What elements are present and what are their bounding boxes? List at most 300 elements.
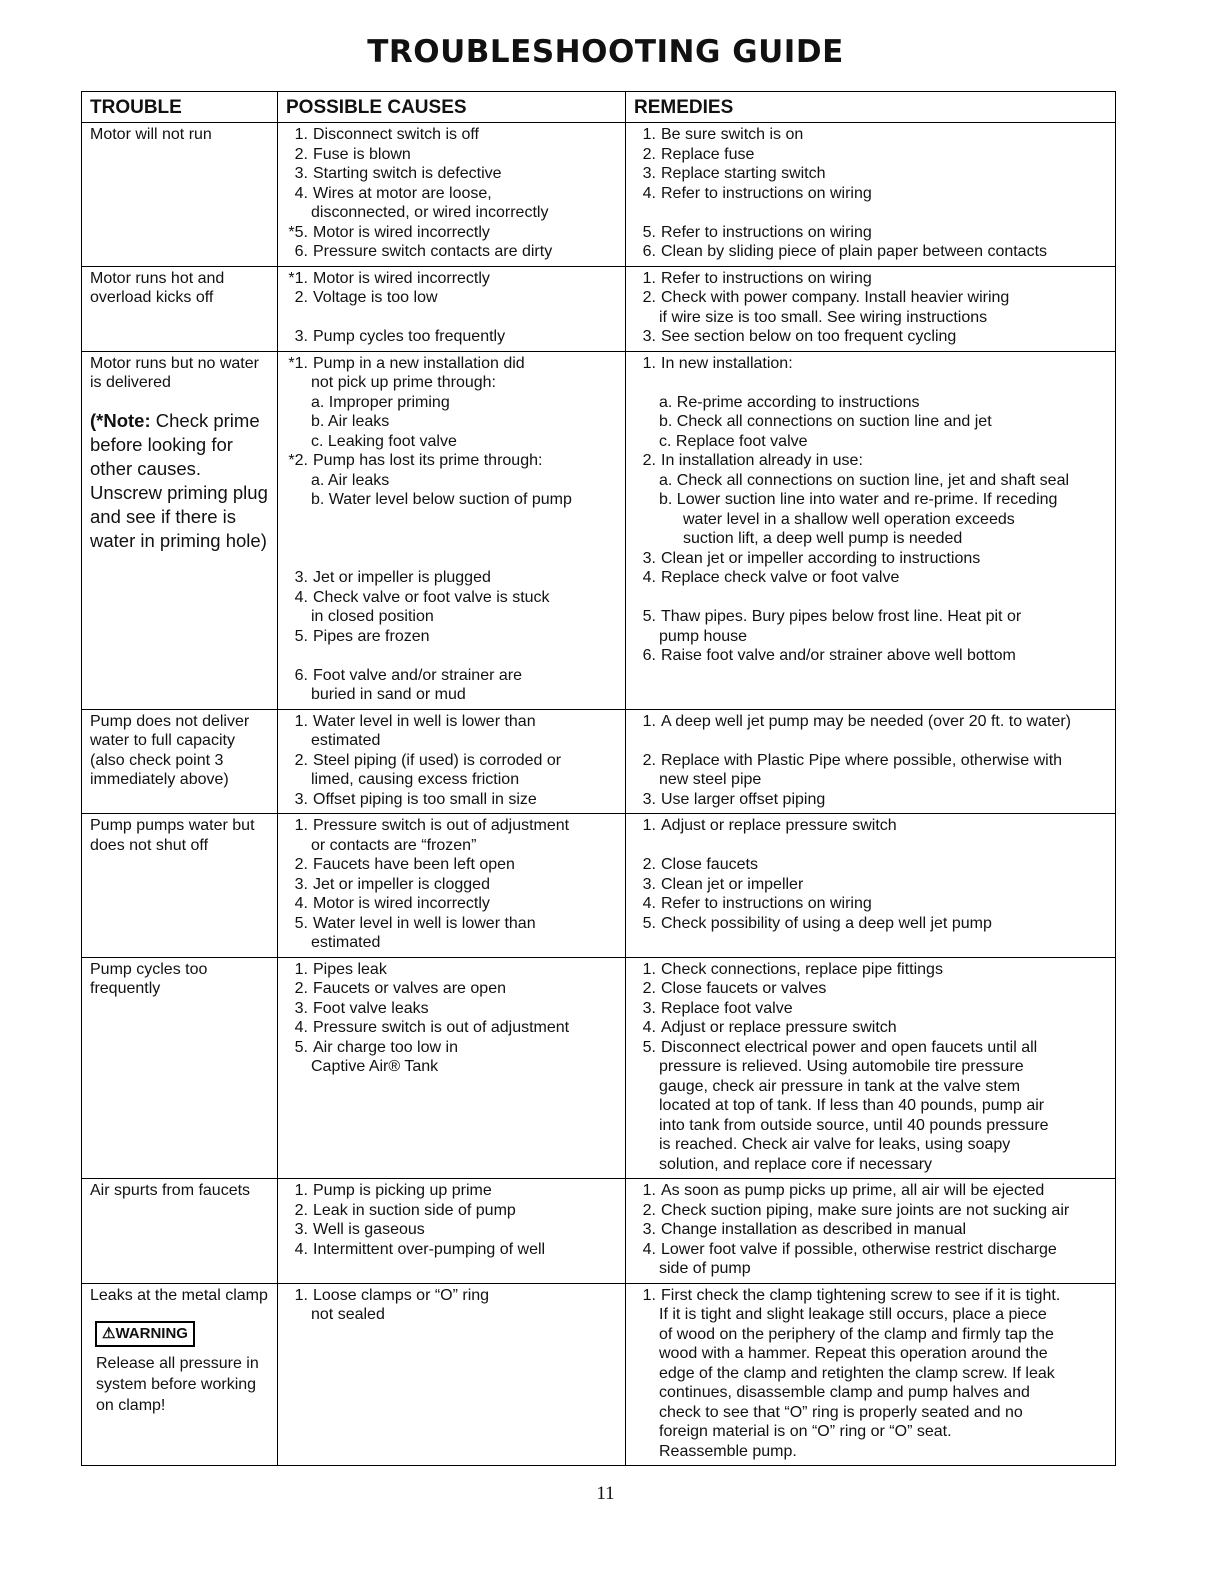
list-item	[634, 1135, 1107, 1155]
item-number: 3.	[294, 1221, 308, 1238]
causes-cell	[278, 814, 626, 958]
list-item	[286, 933, 617, 953]
list-item	[634, 1096, 1107, 1116]
list-item	[286, 568, 617, 588]
item-text: estimated	[311, 732, 381, 749]
remedies-cell	[626, 1283, 1116, 1466]
item-text: Pump is picking up prime	[313, 1182, 492, 1199]
item-number: 3.	[642, 165, 656, 182]
trouble-text: Motor will not run	[90, 126, 212, 143]
list-item	[286, 731, 617, 751]
list-item	[286, 816, 617, 836]
item-number: 1.	[642, 817, 656, 834]
item-text: Motor is wired incorrectly	[313, 895, 490, 912]
item-text: Reassemble pump.	[659, 1442, 797, 1460]
table-body	[82, 123, 1116, 1466]
list-item	[286, 269, 617, 289]
list-item	[634, 790, 1107, 810]
item-text: estimated	[311, 934, 381, 951]
item-text: Clean jet or impeller	[661, 875, 804, 893]
item-text: in closed position	[311, 608, 434, 625]
item-number: 3.	[294, 999, 308, 1017]
item-text: Pressure switch is out of adjustment	[313, 1019, 570, 1036]
item-text: Replace starting switch	[661, 165, 826, 182]
item-number: 1.	[642, 712, 656, 730]
list-item	[634, 223, 1107, 243]
item-list	[286, 1286, 617, 1325]
item-text: Foot valve and/or strainer are	[313, 666, 522, 684]
item-text: Check suction piping, make sure joints are not sucking air	[661, 1201, 1070, 1219]
item-number: 2.	[294, 980, 308, 997]
list-item	[286, 627, 617, 647]
list-item	[286, 1181, 617, 1201]
item-text: Offset piping is too small in size	[313, 790, 537, 808]
item-number: 4.	[294, 1019, 308, 1036]
item-text: edge of the clamp and retighten the clamp screw. If leak	[659, 1364, 1055, 1382]
list-item	[634, 471, 1107, 491]
causes-cell	[278, 709, 626, 814]
list-item	[634, 1181, 1107, 1201]
item-number: 4.	[642, 895, 656, 912]
trouble-cell	[82, 266, 278, 351]
page-number: 11	[596, 1483, 615, 1504]
item-list	[634, 960, 1107, 1175]
list-item	[286, 960, 617, 980]
remedies-cell	[626, 709, 1116, 814]
list-item	[634, 712, 1107, 732]
remedies-cell	[626, 123, 1116, 267]
item-list	[634, 125, 1107, 262]
item-number: 2.	[642, 980, 656, 997]
item-text: buried in sand or mud	[311, 686, 466, 703]
list-item	[286, 1220, 617, 1240]
list-item	[286, 666, 617, 686]
item-text: A deep well jet pump may be needed (over 20 ft. to water)	[661, 712, 1072, 730]
item-text: into tank from outside source, until 40 pounds pressure	[659, 1116, 1049, 1134]
header-possible-causes: POSSIBLE CAUSES	[278, 92, 626, 123]
warning-icon: ⚠	[102, 1325, 116, 1342]
list-item	[634, 432, 1107, 452]
causes-cell	[278, 957, 626, 1179]
item-number: 4.	[294, 588, 308, 606]
list-item	[286, 770, 617, 790]
item-text: First check the clamp tightening screw to see if it is tight.	[661, 1286, 1061, 1304]
item-text: Fuse is blown	[313, 145, 411, 163]
item-number: 4.	[294, 184, 308, 202]
item-number: 6.	[294, 666, 308, 684]
list-item	[634, 1077, 1107, 1097]
list-item	[286, 242, 617, 262]
item-number: 5.	[642, 914, 656, 932]
item-text: Pipes are frozen	[313, 627, 430, 645]
list-item	[634, 1403, 1107, 1423]
list-item	[286, 607, 617, 627]
item-number: 1.	[294, 817, 308, 834]
remedies-cell	[626, 1179, 1116, 1284]
list-item	[286, 164, 617, 184]
item-text: Wires at motor are loose,	[313, 184, 492, 202]
item-text: Well is gaseous	[313, 1221, 425, 1238]
list-item	[286, 712, 617, 732]
item-number: 5.	[642, 223, 656, 241]
trouble-cell	[82, 957, 278, 1179]
item-number: 1.	[294, 960, 308, 978]
trouble-text: Motor runs hot and overload kicks off	[90, 269, 225, 306]
item-text: Pressure switch is out of adjustment	[313, 817, 570, 834]
trouble-cell	[82, 351, 278, 709]
item-text: b. Lower suction line into water and re-prime. If receding	[659, 491, 1058, 508]
list-item	[634, 1240, 1107, 1260]
list-item	[634, 751, 1107, 771]
item-text: Water level in well is lower than	[313, 712, 536, 730]
item-text: Use larger offset piping	[661, 790, 826, 808]
item-number: 1.	[642, 126, 656, 143]
item-text: a. Improper priming	[311, 393, 450, 411]
item-number: 2.	[642, 145, 656, 163]
item-number: 5.	[642, 1038, 656, 1056]
item-number: 6.	[294, 243, 308, 260]
trouble-text: Leaks at the metal clamp	[90, 1286, 268, 1304]
item-text: solution, and replace core if necessary	[659, 1155, 933, 1173]
item-number: 6.	[642, 243, 656, 260]
list-item	[286, 471, 617, 491]
list-item	[286, 490, 617, 510]
list-item	[634, 184, 1107, 204]
item-text: Clean jet or impeller according to instructions	[661, 549, 981, 567]
item-text: Replace fuse	[661, 145, 755, 163]
item-list	[634, 354, 1107, 666]
item-list	[286, 1181, 617, 1259]
item-text: Replace foot valve	[661, 999, 793, 1017]
warning-badge	[95, 1321, 195, 1347]
item-text: Refer to instructions on wiring	[661, 223, 872, 241]
list-item	[634, 1155, 1107, 1175]
item-text: Captive Air® Tank	[311, 1058, 439, 1075]
list-item	[286, 451, 617, 471]
list-item	[634, 1305, 1107, 1325]
remedies-cell	[626, 814, 1116, 958]
list-item	[286, 184, 617, 204]
item-text: In installation already in use:	[661, 452, 863, 469]
item-text: Pump cycles too frequently	[313, 328, 506, 345]
spacer	[286, 308, 617, 328]
spacer	[286, 529, 617, 549]
item-text: Disconnect switch is off	[313, 126, 479, 143]
item-list	[286, 712, 617, 810]
item-text: disconnected, or wired incorrectly	[311, 204, 549, 221]
item-text: Raise foot valve and/or strainer above well bottom	[661, 647, 1016, 664]
list-item	[634, 1220, 1107, 1240]
item-text: or contacts are “frozen”	[311, 836, 477, 854]
item-text: Thaw pipes. Bury pipes below frost line. Heat pit or	[661, 608, 1022, 625]
list-item	[286, 999, 617, 1019]
list-item	[286, 288, 617, 308]
item-text: Steel piping (if used) is corroded or	[313, 751, 562, 769]
item-text: Pump has lost its prime through:	[313, 452, 543, 469]
item-text: not pick up prime through:	[311, 374, 496, 391]
remedies-cell	[626, 351, 1116, 709]
list-item	[634, 979, 1107, 999]
item-text: Starting switch is defective	[313, 165, 502, 182]
item-text: Adjust or replace pressure switch	[661, 1019, 897, 1036]
remedies-cell	[626, 957, 1116, 1179]
item-text: not sealed	[311, 1306, 385, 1323]
list-item	[634, 529, 1107, 549]
item-number: *1.	[288, 269, 308, 287]
list-item	[286, 327, 617, 347]
item-text: Faucets or valves are open	[313, 980, 506, 997]
item-number: 3.	[642, 790, 656, 808]
item-text: continues, disassemble clamp and pump halves and	[659, 1384, 1030, 1401]
list-item	[634, 393, 1107, 413]
item-number: 3.	[294, 165, 308, 182]
item-number: 1.	[294, 126, 308, 143]
list-item	[634, 1116, 1107, 1136]
item-text: Loose clamps or “O” ring	[313, 1286, 490, 1304]
item-text: Pipes leak	[313, 960, 387, 978]
item-text: Close faucets	[661, 856, 758, 873]
spacer	[634, 588, 1107, 608]
item-text: is reached. Check air valve for leaks, using soapy	[659, 1136, 1011, 1153]
list-item	[634, 1364, 1107, 1384]
trouble-cell	[82, 814, 278, 958]
item-number: *2.	[288, 452, 308, 469]
item-text: a. Check all connections on suction line, jet and shaft seal	[659, 471, 1070, 489]
item-text: Pump in a new installation did	[313, 354, 525, 372]
causes-cell	[278, 123, 626, 267]
item-number: 3.	[294, 875, 308, 893]
item-number: 1.	[294, 1182, 308, 1199]
list-item	[634, 770, 1107, 790]
list-item	[286, 855, 617, 875]
item-text: c. Replace foot valve	[659, 432, 808, 450]
list-item	[634, 894, 1107, 914]
item-number: 3.	[642, 549, 656, 567]
item-number: 2.	[294, 1201, 308, 1219]
item-number: 3.	[642, 1221, 656, 1238]
list-item	[634, 1201, 1107, 1221]
item-text: Motor is wired incorrectly	[313, 223, 490, 241]
list-item	[286, 1057, 617, 1077]
item-number: 2.	[642, 751, 656, 769]
list-item	[286, 588, 617, 608]
item-number: 3.	[642, 875, 656, 893]
list-item	[634, 627, 1107, 647]
item-text: Check connections, replace pipe fittings	[661, 960, 943, 978]
list-item	[634, 607, 1107, 627]
causes-cell	[278, 1283, 626, 1466]
troubleshooting-table	[81, 91, 1116, 1466]
item-text: check to see that “O” ring is properly seated and no	[659, 1403, 1023, 1421]
table-row	[82, 266, 1116, 351]
item-number: 4.	[642, 184, 656, 202]
item-number: 3.	[294, 328, 308, 345]
list-item	[634, 242, 1107, 262]
item-text: Intermittent over-pumping of well	[313, 1240, 546, 1258]
list-item	[634, 646, 1107, 666]
item-number: 3.	[294, 569, 308, 586]
item-number: 5.	[294, 627, 308, 645]
item-text: Jet or impeller is plugged	[313, 569, 491, 586]
item-number: 5.	[294, 1038, 308, 1056]
item-text: As soon as pump picks up prime, all air will be ejected	[661, 1182, 1045, 1199]
spacer	[634, 203, 1107, 223]
table-row	[82, 709, 1116, 814]
list-item	[634, 855, 1107, 875]
item-list	[286, 816, 617, 953]
list-item	[286, 1286, 617, 1306]
warning-text: Release all pressure in system before working on clamp!	[96, 1354, 259, 1414]
list-item	[286, 354, 617, 374]
item-number: 1.	[294, 1286, 308, 1304]
item-text: In new installation:	[661, 354, 793, 372]
item-text: b. Water level below suction of pump	[311, 491, 572, 508]
list-item	[634, 145, 1107, 165]
list-item	[634, 510, 1107, 530]
item-text: gauge, check air pressure in tank at the valve stem	[659, 1077, 1021, 1095]
spacer	[634, 836, 1107, 856]
note-label: (*Note:	[90, 409, 151, 431]
item-number: 2.	[642, 452, 656, 469]
list-item	[634, 490, 1107, 510]
list-item	[634, 1422, 1107, 1442]
page-title: TROUBLESHOOTING GUIDE	[367, 34, 844, 70]
item-text: Lower foot valve if possible, otherwise restrict discharge	[661, 1240, 1057, 1258]
item-number: 5.	[642, 608, 656, 625]
item-number: 1.	[642, 960, 656, 978]
list-item	[634, 1057, 1107, 1077]
causes-cell	[278, 1179, 626, 1284]
item-text: Close faucets or valves	[661, 980, 827, 997]
list-item	[286, 223, 617, 243]
list-item	[286, 1305, 617, 1325]
trouble-cell	[82, 1283, 278, 1466]
item-text: Voltage is too low	[313, 289, 438, 306]
item-text: See section below on too frequent cycling	[661, 328, 957, 345]
item-text: Refer to instructions on wiring	[661, 184, 872, 202]
item-number: 4.	[642, 569, 656, 586]
list-item	[634, 308, 1107, 328]
item-list	[634, 1286, 1107, 1462]
item-text: Disconnect electrical power and open faucets until all	[661, 1038, 1038, 1056]
trouble-cell	[82, 709, 278, 814]
item-number: 3.	[642, 999, 656, 1017]
item-number: 1.	[294, 712, 308, 730]
item-list	[286, 354, 617, 705]
list-item	[634, 1344, 1107, 1364]
item-number: 4.	[294, 1240, 308, 1258]
list-item	[634, 1286, 1107, 1306]
item-text: c. Leaking foot valve	[311, 432, 457, 450]
list-item	[634, 1018, 1107, 1038]
item-text: of wood on the periphery of the clamp and firmly tap the	[659, 1325, 1054, 1343]
list-item	[286, 836, 617, 856]
item-text: Replace with Plastic Pipe where possible, otherwise with	[661, 751, 1063, 769]
item-number: *5.	[288, 223, 308, 241]
item-text: b. Air leaks	[311, 413, 390, 430]
item-text: new steel pipe	[659, 771, 762, 788]
table-row	[82, 814, 1116, 958]
list-item	[286, 685, 617, 705]
item-number: 4.	[642, 1240, 656, 1258]
trouble-text: Pump does not deliver water to full capacity (also check point 3 immediately above)	[90, 712, 250, 788]
list-item	[634, 1259, 1107, 1279]
list-item	[634, 816, 1107, 836]
item-text: Be sure switch is on	[661, 126, 804, 143]
table-row	[82, 123, 1116, 267]
item-text: a. Air leaks	[311, 471, 390, 489]
item-text: wood with a hammer. Repeat this operation around the	[659, 1345, 1048, 1362]
list-item	[286, 125, 617, 145]
list-item	[634, 914, 1107, 934]
item-text: foreign material is on “O” ring or “O” seat.	[659, 1423, 952, 1440]
list-item	[286, 145, 617, 165]
list-item	[286, 1018, 617, 1038]
item-list	[286, 960, 617, 1077]
table-row	[82, 1179, 1116, 1284]
item-text: Check possibility of using a deep well jet pump	[661, 914, 992, 932]
spacer	[634, 373, 1107, 393]
item-text: pump house	[659, 627, 748, 645]
item-text: Jet or impeller is clogged	[313, 875, 490, 893]
item-text: Leak in suction side of pump	[313, 1201, 516, 1219]
item-text: Faucets have been left open	[313, 856, 515, 873]
spacer	[286, 510, 617, 530]
item-text: Pressure switch contacts are dirty	[313, 243, 553, 260]
remedies-cell	[626, 266, 1116, 351]
item-text: if wire size is too small. See wiring instructions	[659, 308, 988, 326]
item-text: water level in a shallow well operation exceeds	[683, 510, 1015, 528]
list-item	[286, 393, 617, 413]
list-item	[634, 1383, 1107, 1403]
trouble-cell	[82, 123, 278, 267]
trouble-text: Motor runs but no water is delivered	[90, 354, 259, 391]
list-item	[634, 999, 1107, 1019]
trouble-text: Pump cycles too frequently	[90, 960, 208, 997]
item-text: Air charge too low in	[313, 1038, 458, 1056]
item-number: 2.	[642, 289, 656, 306]
item-number: 2.	[294, 856, 308, 873]
item-text: Replace check valve or foot valve	[661, 569, 900, 586]
list-item	[286, 875, 617, 895]
list-item	[286, 751, 617, 771]
trouble-text: Pump pumps water but does not shut off	[90, 817, 255, 854]
item-number: 2.	[294, 289, 308, 306]
list-item	[634, 269, 1107, 289]
list-item	[286, 203, 617, 223]
item-number: 1.	[642, 269, 656, 287]
table-row	[82, 351, 1116, 709]
list-item	[634, 1325, 1107, 1345]
item-list	[286, 269, 617, 347]
spacer	[286, 646, 617, 666]
list-item	[634, 1442, 1107, 1462]
item-text: a. Re-prime according to instructions	[659, 393, 920, 411]
table-row	[82, 1283, 1116, 1466]
item-list	[634, 269, 1107, 347]
table-header-row	[82, 92, 1116, 123]
item-text: Water level in well is lower than	[313, 914, 536, 932]
list-item	[286, 412, 617, 432]
item-list	[286, 125, 617, 262]
item-number: 6.	[642, 647, 656, 664]
item-number: 3.	[294, 790, 308, 808]
item-text: Clean by sliding piece of plain paper between contacts	[661, 243, 1048, 260]
list-item	[634, 354, 1107, 374]
list-item	[286, 1240, 617, 1260]
item-text: b. Check all connections on suction line and jet	[659, 413, 992, 430]
item-number: 2.	[642, 1201, 656, 1219]
